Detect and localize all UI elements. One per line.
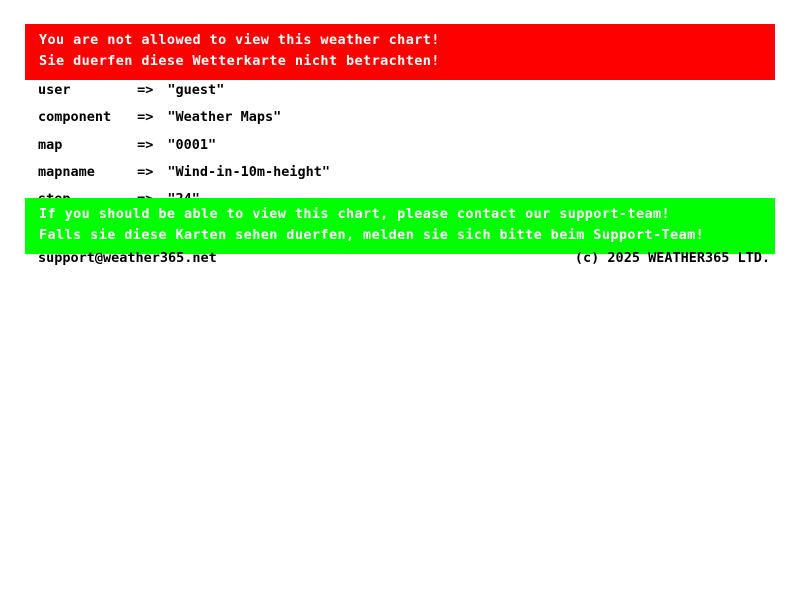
detail-arrow: => (137, 82, 154, 98)
request-details-table (38, 80, 330, 216)
support-banner (25, 198, 775, 254)
table-row (38, 80, 330, 107)
detail-value: "Weather Maps" (167, 109, 282, 126)
table-row (38, 107, 330, 134)
detail-key: mapname (38, 163, 95, 180)
error-banner-line-en: You are not allowed to view this weather chart! (39, 32, 440, 48)
support-email-link[interactable]: support@weather365.net (38, 250, 217, 266)
detail-value: "0001" (167, 136, 217, 153)
copyright-text: (c) 2025 WEATHER365 LTD. (574, 250, 770, 266)
error-banner (25, 24, 775, 80)
error-banner-line-de: Sie duerfen diese Wetterkarte nicht betrachten! (39, 52, 440, 69)
detail-key: map (38, 136, 63, 153)
detail-key: component (38, 109, 112, 126)
detail-arrow: => (137, 136, 154, 153)
table-row (38, 135, 330, 162)
detail-value: "Wind-in-10m-height" (167, 163, 330, 180)
detail-value: "guest" (167, 82, 225, 98)
support-banner-line-de: Falls sie diese Karten sehen duerfen, melden sie sich bitte beim Support-Team! (39, 226, 705, 243)
footer (38, 250, 770, 266)
support-banner-line-en: If you should be able to view this chart, please contact our support-team! (39, 206, 671, 222)
detail-arrow: => (137, 163, 154, 180)
detail-arrow: => (137, 109, 154, 126)
detail-key: user (38, 82, 71, 98)
table-row (38, 162, 330, 189)
